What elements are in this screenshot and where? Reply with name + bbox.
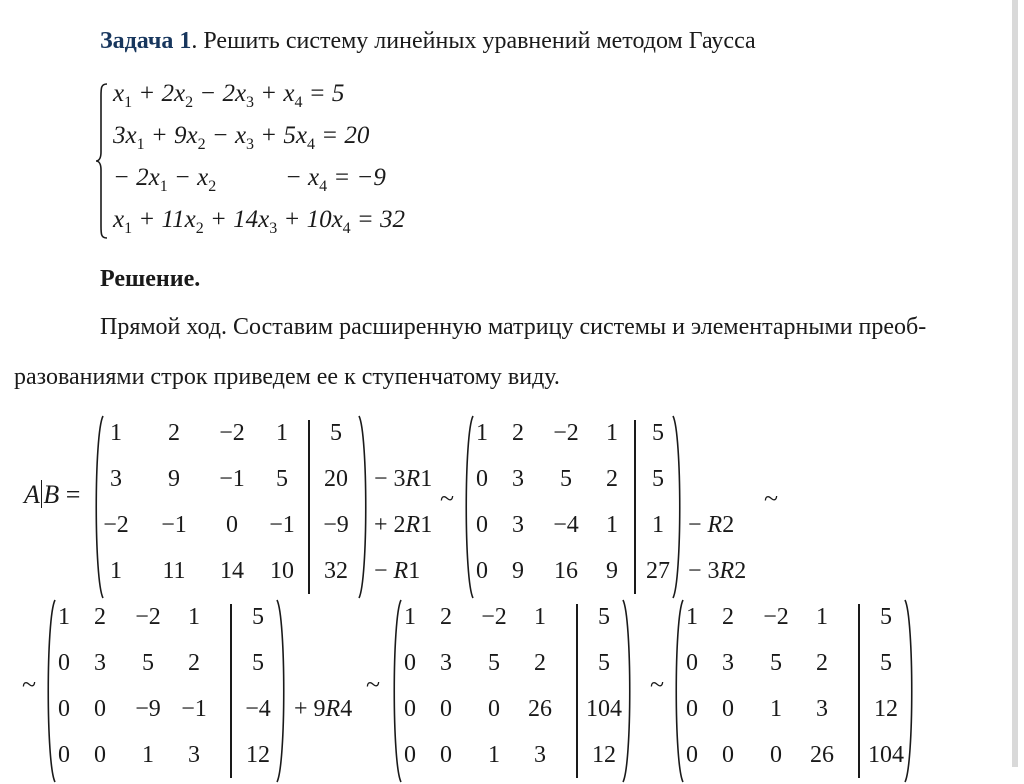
matrix-4-cell-r1c4: 1 xyxy=(534,604,546,630)
matrix-1-cell-r1c2: 2 xyxy=(168,420,180,446)
matrix-2-cell-r4c5: 27 xyxy=(646,558,670,584)
matrix-5-augment-line xyxy=(858,604,860,778)
matrix-2-augment-line xyxy=(634,420,636,594)
matrix-5-cell-r2c3: 5 xyxy=(770,650,782,676)
system-brace xyxy=(95,82,109,240)
matrix-3-cell-r4c2: 0 xyxy=(94,742,106,768)
matrix-4-cell-r1c3: −2 xyxy=(481,604,507,630)
tilde-4: ~ xyxy=(366,670,381,699)
matrix-4-cell-r1c1: 1 xyxy=(404,604,416,630)
matrix-4-cell-r2c1: 0 xyxy=(404,650,416,676)
matrix-2-cell-r1c3: −2 xyxy=(553,420,579,446)
matrix-3-cell-r3c3: −9 xyxy=(135,696,161,722)
solution-heading: Решение. xyxy=(100,266,201,292)
matrix-1-cell-r1c3: −2 xyxy=(219,420,245,446)
matrix-1-cell-r4c3: 14 xyxy=(220,558,244,584)
matrix-1-paren-right xyxy=(358,414,370,600)
matrix-1-cell-r3c3: 0 xyxy=(226,512,238,538)
matrix-5-cell-r2c1: 0 xyxy=(686,650,698,676)
matrix-1-cell-r4c1: 1 xyxy=(110,558,122,584)
equation-4: $x_1 + 11x_2 + 14x_3 + 10x_4 = 32$ xyxy=(113,206,406,237)
matrix-3-cell-r1c5: 5 xyxy=(252,604,264,630)
matrix-5-cell-r3c2: 0 xyxy=(722,696,734,722)
matrix-1-cell-r3c2: −1 xyxy=(161,512,187,538)
task-title xyxy=(100,28,756,55)
matrix-3-cell-r3c4: −1 xyxy=(181,696,207,722)
matrix-5-cell-r3c1: 0 xyxy=(686,696,698,722)
solution-paragraph-line2: разованиями строк приведем ее к ступенчатому виду. xyxy=(14,364,560,390)
matrix-5-cell-r4c4: 26 xyxy=(810,742,834,768)
matrix-1-cell-r4c2: 11 xyxy=(162,558,186,584)
matrix-3-cell-r3c2: 0 xyxy=(94,696,106,722)
matrix-5-cell-r2c4: 2 xyxy=(816,650,828,676)
matrix-1-cell-r3c1: −2 xyxy=(103,512,129,538)
matrix-1-cell-r1c4: 1 xyxy=(276,420,288,446)
equation-3: − $2x_1 - x_2$ − $x_4 = -9$ xyxy=(113,164,386,195)
tilde-3: ~ xyxy=(22,670,37,699)
matrix-4-cell-r4c1: 0 xyxy=(404,742,416,768)
matrix-4-cell-r3c2: 0 xyxy=(440,696,452,722)
matrix-5-cell-r2c2: 3 xyxy=(722,650,734,676)
task-label: Задача 1 xyxy=(100,28,192,54)
matrix-4-cell-r2c5: 5 xyxy=(598,650,610,676)
matrix-3-cell-r4c5: 12 xyxy=(246,742,270,768)
matrix-1-cell-r1c1: 1 xyxy=(110,420,122,446)
matrix-2-cell-r3c3: −4 xyxy=(553,512,579,538)
matrix-2-cell-r4c3: 16 xyxy=(554,558,578,584)
matrix-5-cell-r4c5: 104 xyxy=(868,742,904,768)
matrix-1-cell-r2c5: 20 xyxy=(324,466,348,492)
matrix-4-cell-r4c3: 1 xyxy=(488,742,500,768)
tilde-5: ~ xyxy=(650,670,665,699)
matrix-1-cell-r3c5: −9 xyxy=(323,512,349,538)
matrix-2-cell-r3c2: 3 xyxy=(512,512,524,538)
matrix-2-cell-r1c4: 1 xyxy=(606,420,618,446)
matrix-3-cell-r4c1: 0 xyxy=(58,742,70,768)
matrix-4-cell-r3c1: 0 xyxy=(404,696,416,722)
matrix-3-cell-r1c3: −2 xyxy=(135,604,161,630)
matrix-2-cell-r3c5: 1 xyxy=(652,512,664,538)
matrix-4-cell-r3c3: 0 xyxy=(488,696,500,722)
matrix-5-cell-r1c2: 2 xyxy=(722,604,734,630)
task-text: . Решить систему линейных уравнений методом Гаусса xyxy=(191,28,756,54)
matrix-3-cell-r2c3: 5 xyxy=(142,650,154,676)
matrix-2-cell-r1c5: 5 xyxy=(652,420,664,446)
matrix-5-cell-r1c5: 5 xyxy=(880,604,892,630)
matrix-5-cell-r1c1: 1 xyxy=(686,604,698,630)
matrix-5-cell-r3c4: 3 xyxy=(816,696,828,722)
matrix-4-cell-r3c5: 104 xyxy=(586,696,622,722)
matrix-5-cell-r1c4: 1 xyxy=(816,604,828,630)
matrix-4-cell-r3c4: 26 xyxy=(528,696,552,722)
matrix-1-cell-r3c4: −1 xyxy=(269,512,295,538)
matrix-5-cell-r4c3: 0 xyxy=(770,742,782,768)
matrix-2-cell-r4c1: 0 xyxy=(476,558,488,584)
matrix-1-augment-line xyxy=(308,420,310,594)
matrix-2-row-op-3: − R2 xyxy=(688,512,735,538)
matrix-2-cell-r1c1: 1 xyxy=(476,420,488,446)
matrix-3-cell-r2c1: 0 xyxy=(58,650,70,676)
matrix-3-cell-r4c3: 1 xyxy=(142,742,154,768)
matrix-3-cell-r1c1: 1 xyxy=(58,604,70,630)
matrix-5-cell-r3c3: 1 xyxy=(770,696,782,722)
tilde-1: ~ xyxy=(440,484,455,513)
matrix-3-augment-line xyxy=(230,604,232,778)
matrix-3-cell-r3c1: 0 xyxy=(58,696,70,722)
matrix-4-cell-r2c2: 3 xyxy=(440,650,452,676)
matrix-3-cell-r2c2: 3 xyxy=(94,650,106,676)
matrix-4-cell-r1c2: 2 xyxy=(440,604,452,630)
matrix-5-cell-r3c5: 12 xyxy=(874,696,898,722)
matrix-3-cell-r2c4: 2 xyxy=(188,650,200,676)
matrix-1-cell-r2c4: 5 xyxy=(276,466,288,492)
matrix-1-row-op-3: + 2R1 xyxy=(374,512,433,538)
matrix-2-cell-r4c2: 9 xyxy=(512,558,524,584)
equation-2: $3x_1 + 9x_2 - x_3 + 5x_4 = 20$ xyxy=(113,122,370,153)
matrix-3-cell-r2c5: 5 xyxy=(252,650,264,676)
matrix-5-cell-r1c3: −2 xyxy=(763,604,789,630)
matrix-2-row-op-4: − 3R2 xyxy=(688,558,747,584)
matrix-2-cell-r2c4: 2 xyxy=(606,466,618,492)
matrix-4-augment-line xyxy=(576,604,578,778)
matrix-5-cell-r4c2: 0 xyxy=(722,742,734,768)
solution-paragraph-line1: Прямой ход. Составим расширенную матрицу системы и элементарными преоб- xyxy=(100,314,927,340)
matrix-2-cell-r2c1: 0 xyxy=(476,466,488,492)
matrix-1-cell-r4c4: 10 xyxy=(270,558,294,584)
matrix-2-cell-r1c2: 2 xyxy=(512,420,524,446)
matrix-3-row-op-3: + 9R4 xyxy=(294,696,353,722)
matrix-2-cell-r2c2: 3 xyxy=(512,466,524,492)
tilde-2: ~ xyxy=(764,484,779,513)
matrix-4-cell-r4c5: 12 xyxy=(592,742,616,768)
matrix-1-cell-r2c2: 9 xyxy=(168,466,180,492)
matrix-2-cell-r2c3: 5 xyxy=(560,466,572,492)
matrix-5-cell-r2c5: 5 xyxy=(880,650,892,676)
matrix-3-cell-r1c4: 1 xyxy=(188,604,200,630)
augmented-matrix-label: A B = xyxy=(24,480,81,509)
matrix-2-cell-r3c4: 1 xyxy=(606,512,618,538)
equation-1: $x_1 + 2x_2 - 2x_3 + x_4 = 5$ xyxy=(113,80,345,111)
matrix-4-cell-r4c4: 3 xyxy=(534,742,546,768)
matrix-1-cell-r2c1: 3 xyxy=(110,466,122,492)
matrix-4-cell-r2c3: 5 xyxy=(488,650,500,676)
matrix-1-cell-r1c5: 5 xyxy=(330,420,342,446)
matrix-1-row-op-2: − 3R1 xyxy=(374,466,433,492)
matrix-2-cell-r2c5: 5 xyxy=(652,466,664,492)
matrix-1-cell-r2c3: −1 xyxy=(219,466,245,492)
matrix-3-cell-r1c2: 2 xyxy=(94,604,106,630)
matrix-1-row-op-4: − R1 xyxy=(374,558,421,584)
matrix-4-cell-r4c2: 0 xyxy=(440,742,452,768)
matrix-2-cell-r3c1: 0 xyxy=(476,512,488,538)
matrix-2-cell-r4c4: 9 xyxy=(606,558,618,584)
matrix-4-cell-r1c5: 5 xyxy=(598,604,610,630)
matrix-3-cell-r3c5: −4 xyxy=(245,696,271,722)
matrix-5-cell-r4c1: 0 xyxy=(686,742,698,768)
matrix-1-cell-r4c5: 32 xyxy=(324,558,348,584)
matrix-4-cell-r2c4: 2 xyxy=(534,650,546,676)
matrix-3-cell-r4c4: 3 xyxy=(188,742,200,768)
